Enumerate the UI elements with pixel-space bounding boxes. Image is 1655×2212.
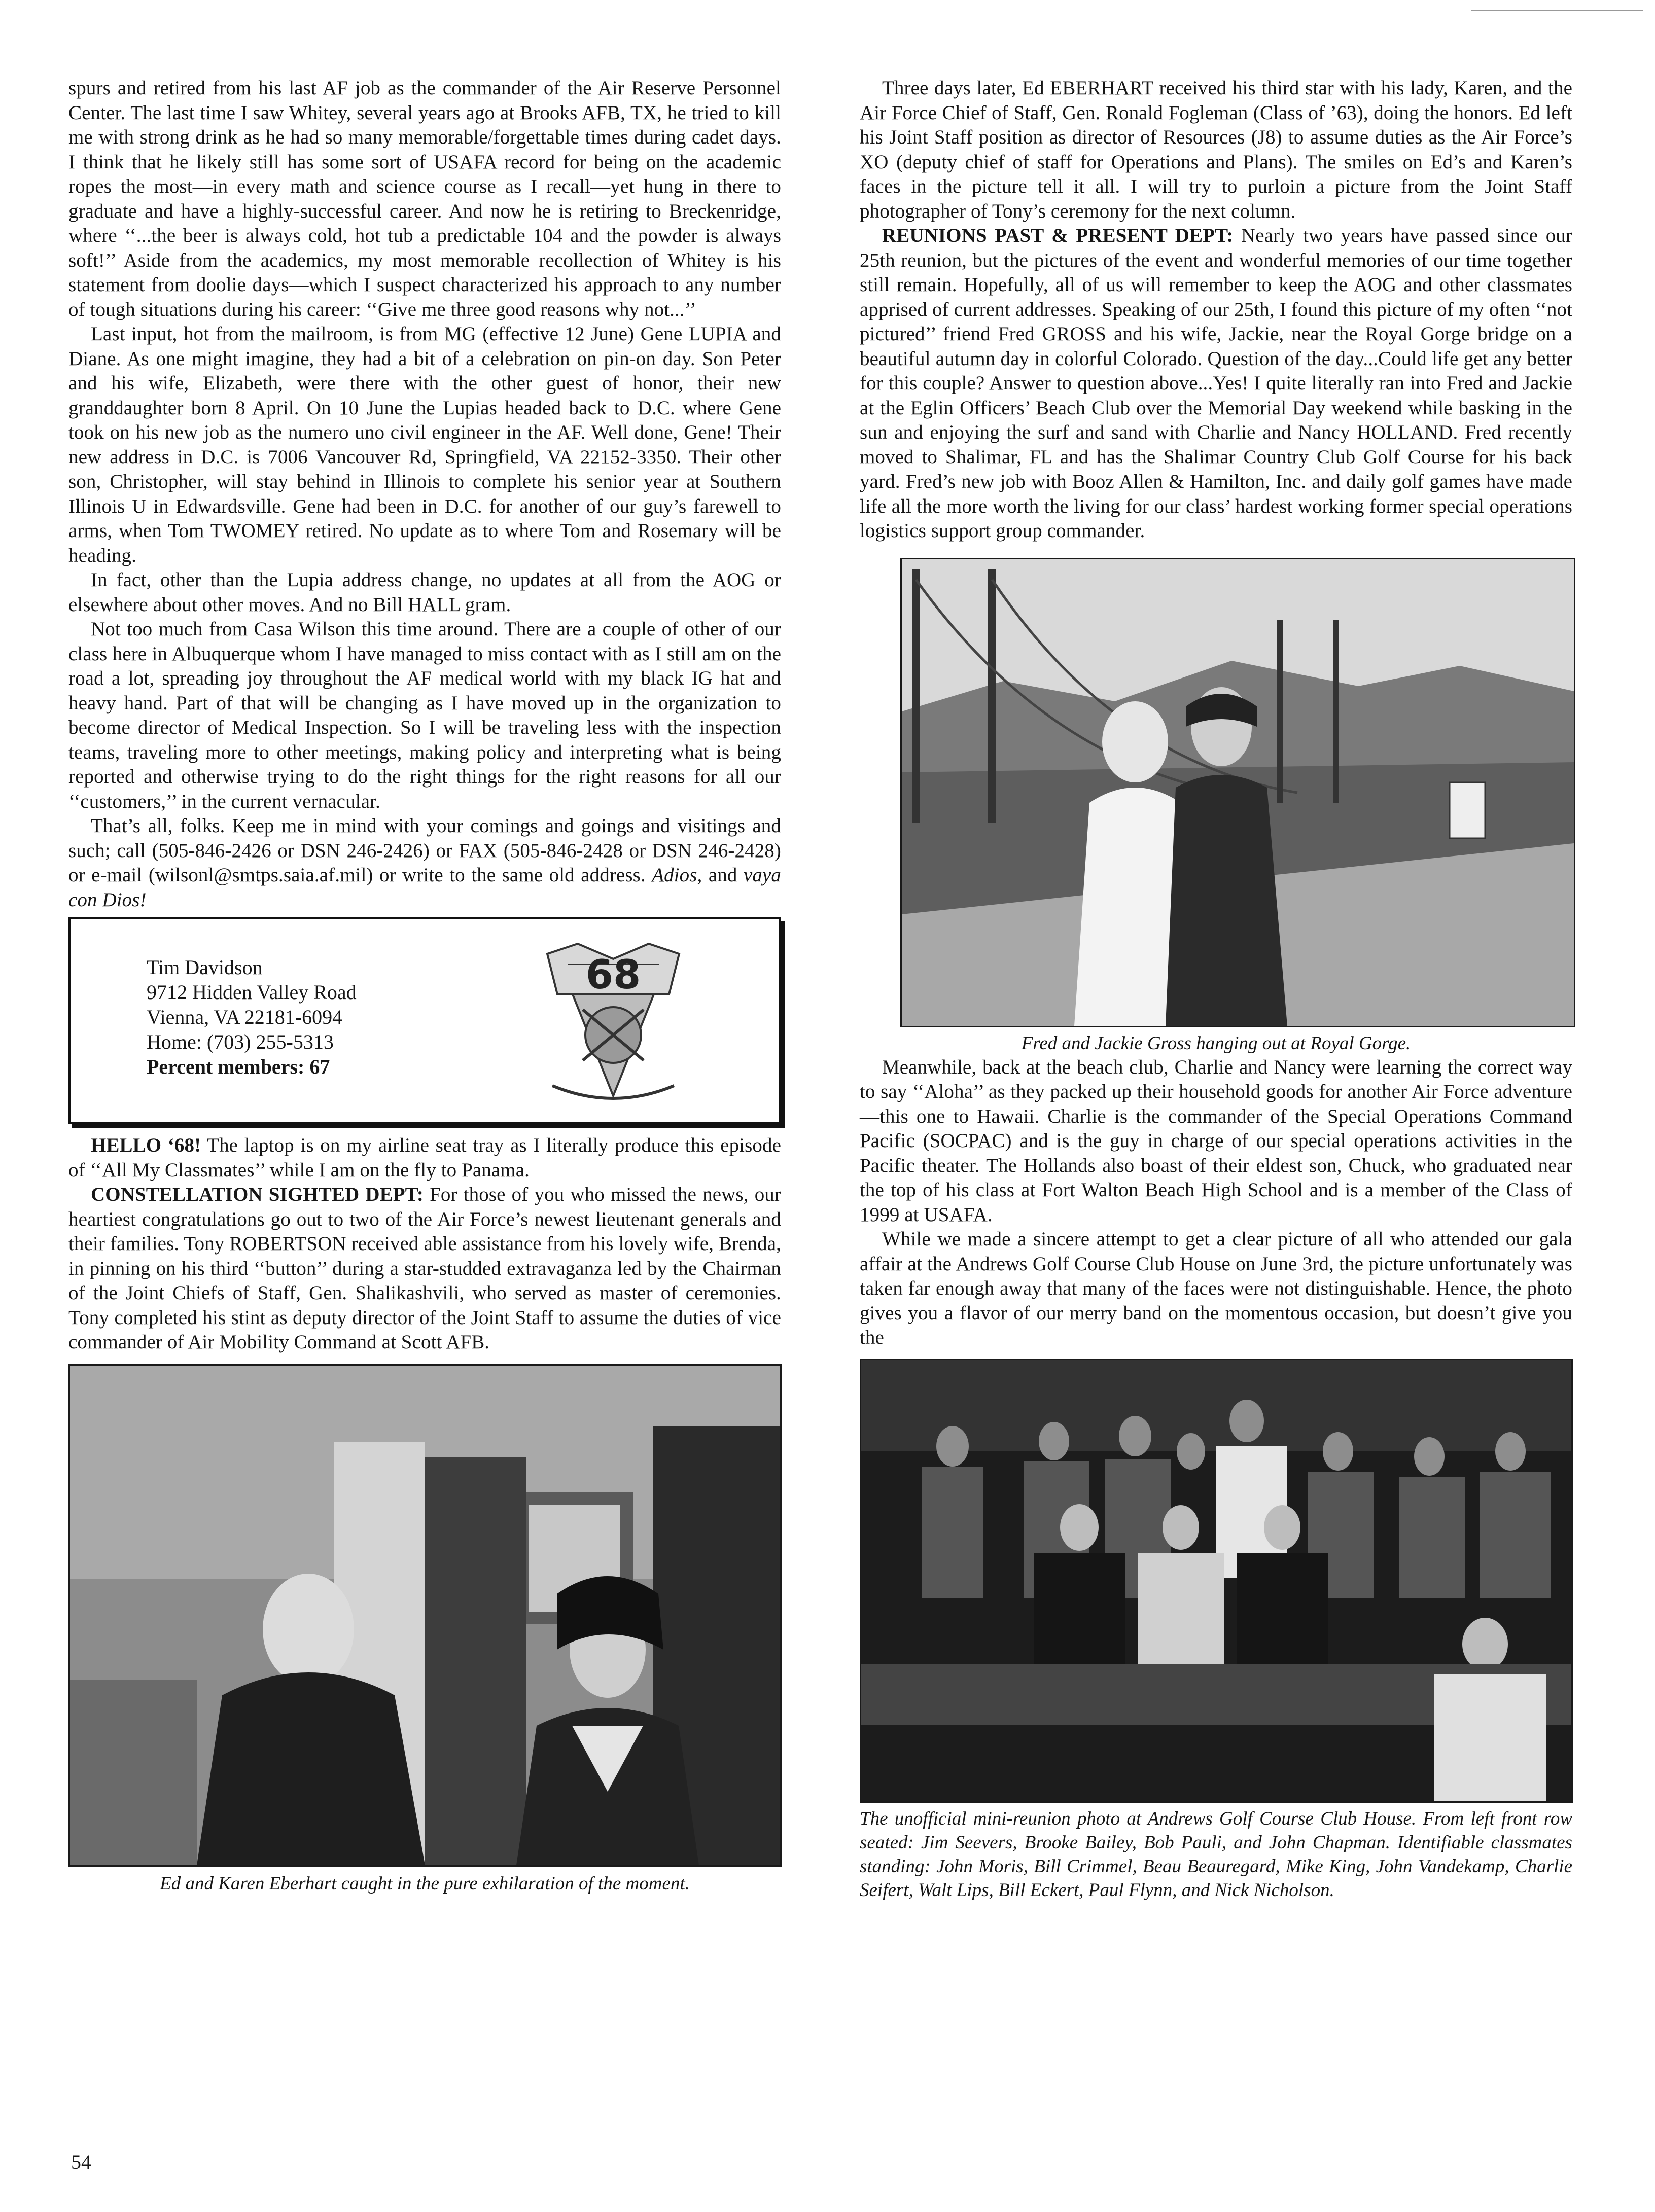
percent-members: Percent members: 67: [147, 1055, 330, 1078]
reunion-photo-image: [861, 1360, 1571, 1801]
article-paragraph: [68, 1133, 781, 1183]
article-paragraph: [860, 224, 1572, 544]
article-paragraph: spurs and retired from his last AF job as the commander of the Air Reserve Personnel Center. The last time I saw Whitey, several years ago at Brooks AFB, TX, he tried to kill me with strong drink as he had so many memorable/forgettable times during cadet days. I think that he likely still has some sort of USAFA record for being on the academic ropes the most—in every math and science course as I recall—yet hung in there to graduate and have a highly-successful career. And now he is retiring to Breckenridge, where ‘‘...the beer is always cold, hot tub a predictable 104 and the powder is always soft!’’ Aside from the academics, my most memorable recollection of Whitey is his statement from doolie days—which I suspect characterized his approach to any number of tough situations during his career: ‘‘Give me three good reasons why not...’’: [68, 77, 781, 320]
paragraph-text: Nearly two years have passed since our 25th reunion, but the pictures of the event and wonderful memories of our time together still remain. Hopefully, all of us will remember to keep the AOG and other classmates apprised of current addresses. Speaking of our 25th, I found this picture of my often ‘‘not pictured’’ friend Fred GROSS and his wife, Jackie, near the Royal Gorge bridge on a beautiful autumn day in colorful Colorado. Question of the day...Could life get any better for this couple? Answer to question above...Yes! I quite literally ran into Fred and Jackie at the Eglin Officers’ Beach Club over the Memorial Day weekend while basking in the sun and enjoying the surf and sand with Charlie and Nancy HOLLAND. Fred recently moved to Shalimar, FL and has the Shalimar Country Club Golf Course for his back yard. Fred’s new job with Booz Allen & Hamilton, Inc. and daily golf games have made life all the more worth the living for our class’ hardest working former special operations logistics support group commander.: [860, 225, 1572, 542]
section-lead: REUNIONS PAST & PRESENT DEPT:: [882, 225, 1234, 246]
paragraph-text: The laptop is on my airline seat tray as I literally produce this episode of ‘‘All My Classmates’’ while I am on the fly to Panama.: [68, 1134, 781, 1181]
scribe-phone: Home: (703) 255-5313: [147, 1030, 334, 1053]
closing-adios: Adios,: [652, 864, 702, 886]
closing-joiner: and: [708, 864, 737, 886]
article-paragraph: [860, 76, 1572, 224]
royal-gorge-photo: [900, 558, 1575, 1027]
section-lead: HELLO ‘68!: [91, 1134, 201, 1156]
scribe-name: Tim Davidson: [147, 956, 263, 979]
closing-text: That’s all, folks. Keep me in mind with your comings and goings and visitings and such; call (505-846-2426 or DSN 246-2426) or FAX (505-846-2428 or DSN 246-2428) or e-mail (wilsonl@smtps.saia.af.mil) or write to the same old address.: [68, 815, 781, 886]
paragraph-text: Three days later, Ed EBERHART received his third star with his lady, Karen, and the Air Force Chief of Staff, Gen. Ronald Fogleman (Class of ’63), doing the honors. Ed left his Joint Staff position as director of Resources (J8) to assume duties as the Air Force’s XO (deputy chief of staff for Operations and Plans). The smiles on Ed’s and Karen’s faces in the picture tell it all. I will try to purloin a picture from the Joint Staff photographer of Tony’s ceremony for the next column.: [860, 77, 1572, 222]
article-paragraph: While we made a sincere attempt to get a clear picture of all who attended our gala affair at the Andrews Golf Course Club House on June 3rd, the picture unfortunately was taken far enough away that many of the faces were not distinguishable. Hence, the photo gives you a flavor of our merry band on the momentous occasion, but doesn’t give you the: [860, 1228, 1572, 1348]
right-column: [860, 76, 1572, 1902]
eberhart-photo: [68, 1364, 782, 1867]
closing-vaya: vaya con Dios!: [68, 864, 781, 911]
scribe-street: 9712 Hidden Valley Road: [147, 981, 357, 1004]
page-number: 54: [71, 2151, 91, 2173]
crest-numeral: 68: [585, 952, 641, 998]
section-lead: CONSTELLATION SIGHTED DEPT:: [91, 1184, 424, 1205]
reunion-photo-caption: The unofficial mini-reunion photo at Andrews Golf Course Club House. From left front row seated: Jim Seevers, Brooke Bailey, Bob Pauli, and John Chapman. Identifiable classmates standing: John Moris, Bill Crimmel, Beau Beauregard, Mike King, John Vandekamp, Charlie Seifert, Walt Lips, Bill Eckert, Paul Flynn, and Nick Nicholson.: [860, 1808, 1572, 1901]
closing-paragraph: [68, 814, 781, 912]
article-paragraph: [68, 1183, 781, 1355]
article-paragraph: Not too much from Casa Wilson this time around. There are a couple of other of our class here in Albuquerque whom I have managed to miss contact with as I still am on the road a lot, spreading joy throughout the AF medical world with my black IG hat and heavy hand. Part of that will be changing as I have moved up in the organization to become director of Medical Inspection. So I will be traveling less with the inspection teams, traveling more to other meetings, making policy and interpreting what is being reported and otherwise trying to do the right things for the right reasons for all our ‘‘customers,’’ in the current vernacular.: [68, 618, 781, 812]
royal-gorge-photo-image: [902, 559, 1574, 1026]
top-edge-rule: [1471, 10, 1643, 11]
article-paragraph: Meanwhile, back at the beach club, Charlie and Nancy were learning the correct way to say ‘‘Aloha’’ as they packed up their household goods for another Air Force adventure—this one to Hawaii. Charlie is the commander of the Special Operations Command Pacific (SOCPAC) and is the guy in charge of our special operations activities in the Pacific theater. The Hollands also boast of their eldest son, Chuck, who graduated near the top of his class at Fort Walton Beach High School and is a member of the Class of 1999 at USAFA.: [860, 1056, 1572, 1226]
reunion-photo: [860, 1359, 1573, 1803]
scribe-city: Vienna, VA 22181-6094: [147, 1006, 343, 1028]
left-column: [68, 76, 781, 1896]
eberhart-photo-caption: Ed and Karen Eberhart caught in the pure exhilaration of the moment.: [160, 1873, 690, 1894]
address-lines: [147, 955, 357, 1079]
eberhart-photo-image: [70, 1366, 780, 1865]
royal-gorge-photo-caption: Fred and Jackie Gross hanging out at Royal Gorge.: [1021, 1032, 1411, 1054]
class-crest-icon: [537, 934, 689, 1106]
paragraph-text: For those of you who missed the news, our heartiest congratulations go out to two of the Air Force’s newest lieutenant generals and their families. Tony ROBERTSON received able assistance from his lovely wife, Brenda, in pinning on his third ‘‘button’’ during a star-studded extravaganza led by the Chairman of the Joint Chiefs of Staff, Gen. Shalikashvili, who served as master of ceremonies. Tony completed his stint as deputy director of the Joint Staff to assume the duties of vice commander of Air Mobility Command at Scott AFB.: [68, 1184, 781, 1353]
class-scribe-address-box: [68, 917, 781, 1124]
article-paragraph: Last input, hot from the mailroom, is from MG (effective 12 June) Gene LUPIA and Diane. As one might imagine, they had a bit of a celebration on pin-on day. Son Peter and his wife, Elizabeth, were there with the other guest of honor, their new granddaughter born 8 April. On 10 June the Lupias headed back to D.C. where Gene took on his new job as the numero uno civil engineer in the AF. Well done, Gene! Their new address in D.C. is 7006 Vancouver Rd, Springfield, VA 22152-3350. Their other son, Christopher, will stay behind in Illinois to complete his senior year at Southern Illinois U in Edwardsville. Gene had been in D.C. for another of our guy’s farewell to arms, when Tom TWOMEY retired. No update as to where Tom and Rosemary will be heading.: [68, 323, 781, 566]
article-paragraph: In fact, other than the Lupia address change, no updates at all from the AOG or elsewhere about other moves. And no Bill HALL gram.: [68, 569, 781, 616]
